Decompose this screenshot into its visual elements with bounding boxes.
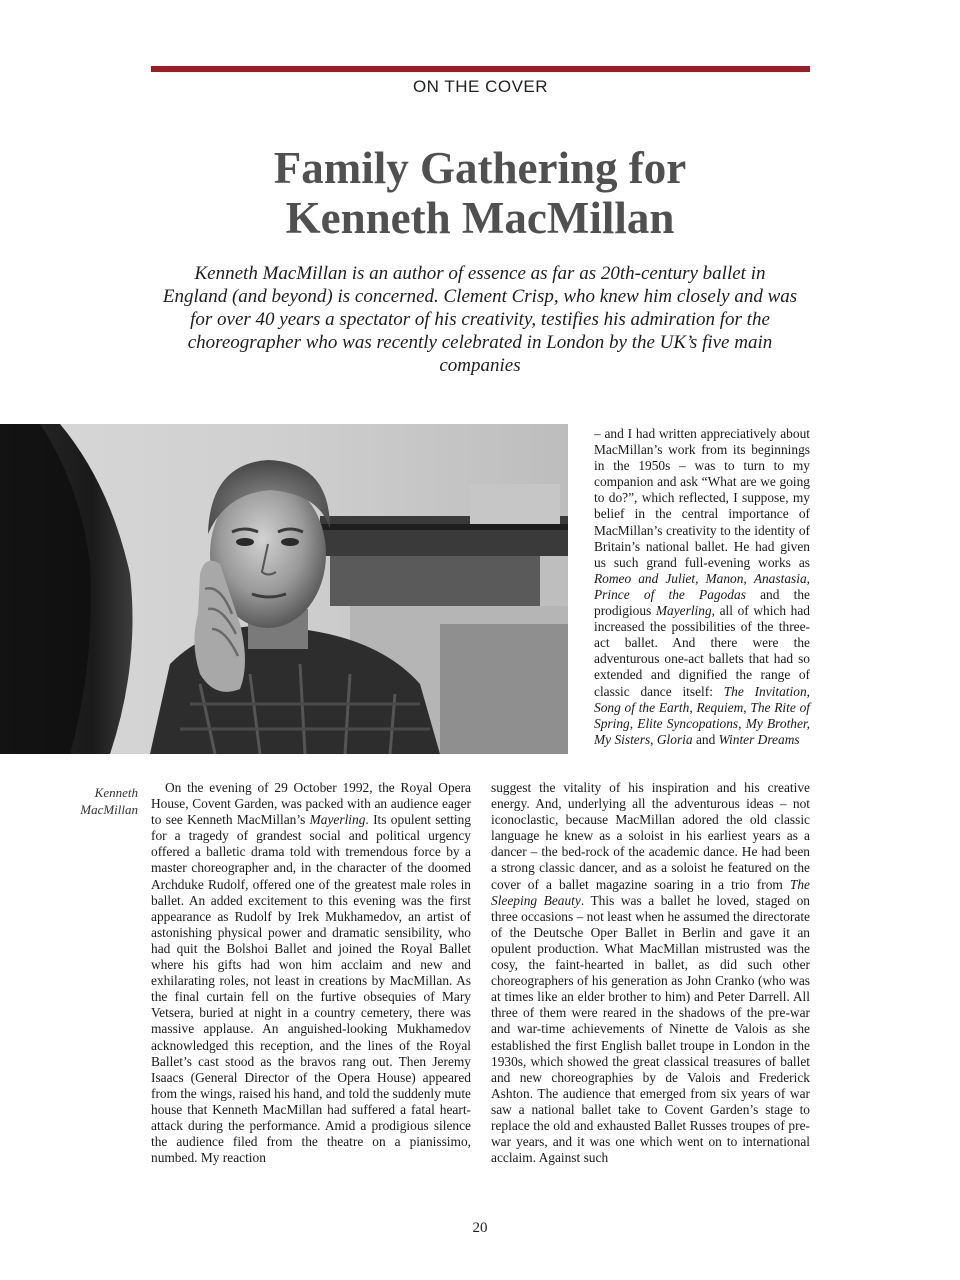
work-title: The Invitation xyxy=(723,683,807,699)
work-title: Anastasia xyxy=(753,570,807,586)
separator: , xyxy=(689,699,697,715)
separator: , xyxy=(743,570,754,586)
body-text: suggest the vitality of his inspiration and his creative energy. And, underlying all the adventurous ideas – not iconoclastic, because MacMillan adored the old classic language he knew as a soloist in his earliest years as a dancer – the bed-rock of the academic dance. He had been a strong classic dancer, and as a soloist he featured on the cover of a ballet magazine soaring in a trio from xyxy=(491,780,810,892)
work-title: Elite Syncopations xyxy=(637,715,739,731)
body-text: , all of which had increased the possibilities of the three-act ballet. And there were the adventurous one-act ballets that had so extended and dignified the range of classic dance itself: xyxy=(594,603,810,699)
paragraph xyxy=(151,780,471,1166)
body-text: and the prodigious xyxy=(594,586,810,619)
paragraph xyxy=(594,426,810,748)
work-title: Mayerling xyxy=(309,812,366,828)
separator: , xyxy=(650,731,657,747)
body-text: and xyxy=(692,731,719,747)
body-text: . This was a ballet he loved, staged on three occasions – not least when he assumed the directorate of the Deutsche Oper Ballet in Berlin and gave it an opulent production. What MacMillan mistrusted was the cosy, the faint-hearted in ballet, as did such other choreographers of his generation as John Cranko (who was at times like an elder brother to him) and Peter Darrell. All three of them were reared in the shadows of the pre-war and war-time achievements of Ninette de Valois as she established the first English ballet troupe in London in the 1930s, which showed the great classical treasures of ballet and new choreographies by de Valois and Frederick Ashton. The audience that emerged from six years of war saw a national ballet take to Covent Garden’s stage to replace the old and exhausted Ballet Russes troupes of pre-war years, and it was one which went on to international acclaim. Against such xyxy=(491,892,810,1166)
article-title-line-1: Family Gathering for xyxy=(273,143,687,193)
work-title: Winter Dreams xyxy=(718,731,800,747)
work-title: Mayerling xyxy=(655,603,712,619)
article-standfirst: Kenneth MacMillan is an author of essence as far as 20th-century ballet in England (and beyond) is concerned. Clement Crisp, who knew him closely and was for over 40 years a spectator of his creativity, testifies his admiration for the choreographer who was recently celebrated in London by the UK’s five main companies xyxy=(162,263,798,376)
body-text: On the evening of 29 October 1992, the Royal Opera House, Covent Garden, was packed with an audience eager to see Kenneth MacMillan’s xyxy=(151,780,471,828)
work-title: Prince of the Pagodas xyxy=(594,586,746,602)
work-title: Manon xyxy=(705,570,744,586)
separator: , xyxy=(806,683,810,699)
separator: , xyxy=(738,715,746,731)
paragraph xyxy=(491,780,810,1166)
body-text: . Its opulent setting for a tragedy of grandest social and political urgency offered a balletic drama told with tremendous force by a master choreographer and, in the character of the doomed Archduke Rudolf, offered one of the greatest male roles in ballet. An added excitement to this evening was the first appearance as Rudolf by Irek Mukhamedov, an artist of astonishing physical power and dramatic sensibility, who had quit the Bolshoi Ballet and joined the Royal Ballet where his gifts had won him acclaim and new and exhilarating roles, not least in creations by MacMillan. As the final curtain fell on the furtive obsequies of Mary Vetsera, buried at night in a country cemetery, there was massive applause. An anguished-looking Mukhamedov acknowledged this reception, and the lines of the Royal Ballet’s cast stood as the bravos rang out. Then Jeremy Isaacs (General Director of the Opera House) appeared from the wings, raised his hand, and told the suddenly mute house that Kenneth MacMillan had suffered a fatal heart-attack during the performance. Amid a prodigious silence the audience filed from the theatre on a pianissimo, numbed. My reaction xyxy=(151,812,471,1166)
separator: , xyxy=(629,715,638,731)
article-title-line-2: Kenneth MacMillan xyxy=(285,193,675,243)
separator: , xyxy=(695,570,706,586)
body-column-left xyxy=(151,780,471,1166)
page-number: 20 xyxy=(472,1220,488,1236)
separator: , xyxy=(806,570,810,586)
top-accent-rule xyxy=(151,66,810,72)
work-title: Romeo and Juliet xyxy=(594,570,696,586)
separator: , xyxy=(743,699,751,715)
portrait-photo xyxy=(0,424,568,754)
body-column-right-top xyxy=(594,426,810,748)
work-title: Song of the Earth xyxy=(594,699,690,715)
work-title: The Sleeping Beauty xyxy=(491,876,810,908)
work-title: My Brother, My Sisters xyxy=(594,715,811,747)
work-title: Gloria xyxy=(656,731,693,747)
article-title xyxy=(100,143,860,243)
body-text: – and I had written appreciatively about MacMillan’s work from its beginnings in the 1950s – was to turn to my companion and ask “What are we going to do?”, which reflected, I suppose, my belief in the central importance of MacMillan’s creativity to the identity of Britain’s national ballet. He had given us such grand full-evening works as xyxy=(594,426,810,570)
work-title: Requiem xyxy=(696,699,744,715)
section-label: ON THE COVER xyxy=(412,77,549,96)
work-title: The Rite of Spring xyxy=(594,699,810,731)
photo-caption: Kenneth MacMillan xyxy=(80,785,138,817)
body-column-right xyxy=(491,780,810,1166)
